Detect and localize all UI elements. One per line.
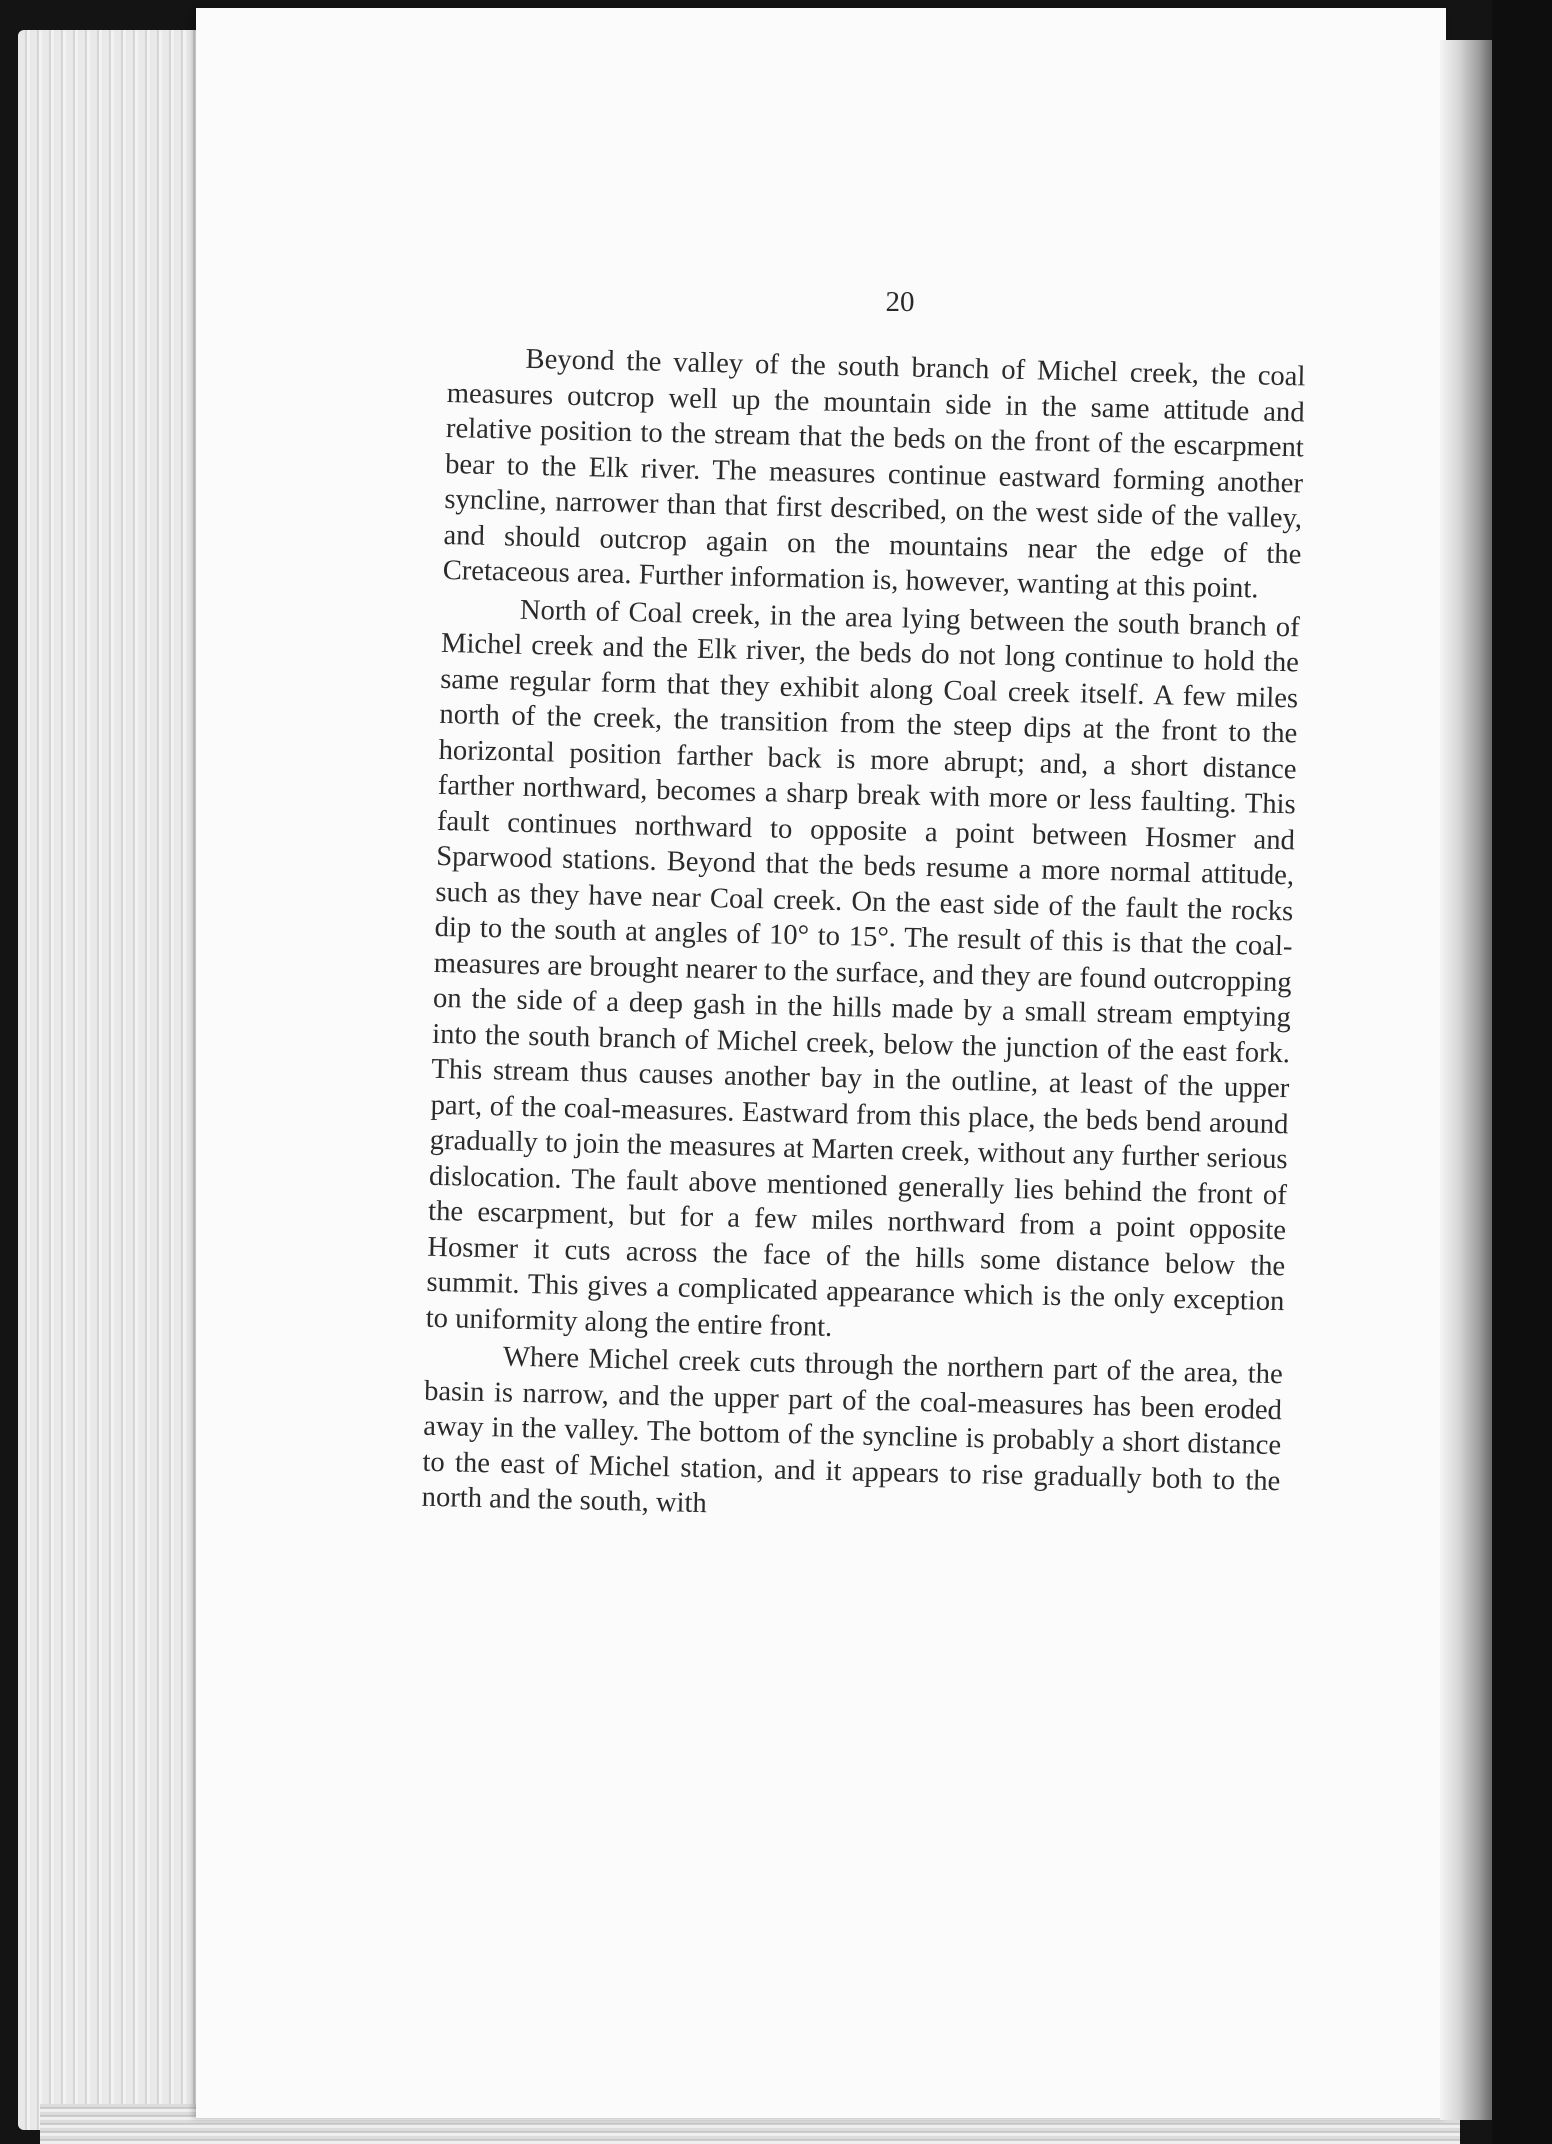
page-edges-left xyxy=(18,30,218,2130)
paragraph-1: Beyond the valley of the south branch of Michel creek, the coal measures outcrop well up the mountain side in the same attitude and relative position to the stream that the beds on the front of the escarpment bear to the Elk river. The measures continue eastward forming another syncline, narrower than that first described, on the west side of the valley, and should outcrop again on the mountains near the edge of the Cretaceous area. Further information is, however, wanting at this point. xyxy=(442,343,1306,605)
paragraph-2: North of Coal creek, in the area lying between the south branch of Michel creek and the Elk river, the beds do not long continue to hold the same regular form that they exhibit along Coal creek itself. A few miles north of the creek, the transition from the steep dips at the front to the horizontal position farther back is more abrupt; and, a short distance farther northward, becomes a sharp break with more or less faulting. This fault continues northward to opposite a point between Hosmer and Sparwood stations. Beyond that the beds resume a more normal attitude, such as they have near Coal creek. On the east side of the fault the rocks dip to the south at angles of 10° to 15°. The result of this is that the coal-measures are brought nearer to the surface, and they are found outcropping on the side of a deep gash in the hills made by a small stream emptying into the south branch of Michel creek, below the junction of the east fork. This stream thus causes another bay in the outline, at least of the upper part, of the coal-measures. Eastward from this place, the beds bend around gradually to join the measures at Marten creek, without any further serious dislocation. The fault above mentioned generally lies behind the front of the escarpment, but for a few miles northward from a point opposite Hosmer it cuts across the face of the hills some distance below the summit. This gives a complicated appearance which is the only exception to uniformity along the entire front. xyxy=(425,594,1301,1343)
body-text xyxy=(421,340,1305,1537)
paragraph-3: Where Michel creek cuts through the northern part of the area, the basin is narrow, and the upper part of the coal-measures has been eroded away in the valley. The bottom of the syncline is probably a short distance to the east of Michel station, and it appears to rise gradually both to the north and the south, with xyxy=(421,1341,1284,1520)
scan-border-right xyxy=(1492,0,1552,2144)
binding-gutter xyxy=(1440,40,1492,2120)
page-number: 20 xyxy=(885,286,915,318)
